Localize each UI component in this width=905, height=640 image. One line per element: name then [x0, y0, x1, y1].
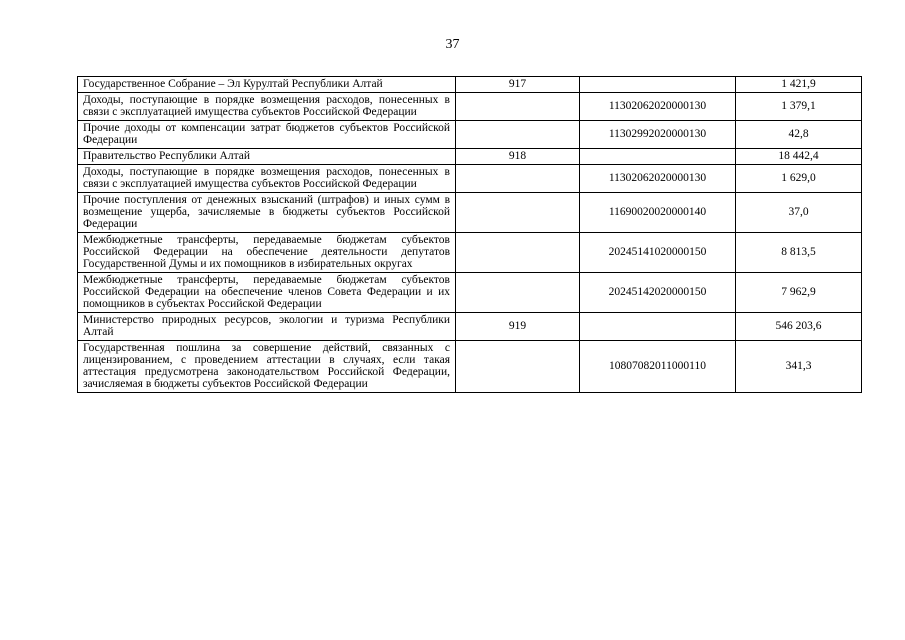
row-name: Министерство природных ресурсов, экологии и туризма Республики Алтай: [78, 313, 456, 341]
row-name: Межбюджетные трансферты, передаваемые бюджетам субъектов Российской Федерации на обеспечение членов Совета Федерации и их помощников в субъектах Российской Федерации: [78, 273, 456, 313]
row-admin-code: 919: [456, 313, 580, 341]
row-name: Прочие поступления от денежных взысканий (штрафов) и иных сумм в возмещение ущерба, зачисляемые в бюджеты субъектов Российской Федерации: [78, 193, 456, 233]
table-row: [78, 165, 862, 193]
table-row: [78, 149, 862, 165]
table-row: [78, 77, 862, 93]
row-name: Правительство Республики Алтай: [78, 149, 456, 165]
row-name: Государственное Собрание – Эл Курултай Республики Алтай: [78, 77, 456, 93]
row-revenue-code: 11302062020000130: [580, 93, 736, 121]
row-name: Доходы, поступающие в порядке возмещения расходов, понесенных в связи с эксплуатацией имущества субъектов Российской Федерации: [78, 165, 456, 193]
table-row: [78, 273, 862, 313]
row-amount: 1 629,0: [736, 165, 862, 193]
revenue-table: [77, 76, 862, 393]
row-admin-code: [456, 93, 580, 121]
row-amount: 42,8: [736, 121, 862, 149]
table-row: [78, 93, 862, 121]
row-revenue-code: 11302992020000130: [580, 121, 736, 149]
row-amount: 341,3: [736, 341, 862, 393]
table-row: [78, 233, 862, 273]
row-amount: 18 442,4: [736, 149, 862, 165]
row-amount: 1 421,9: [736, 77, 862, 93]
table-row: [78, 193, 862, 233]
row-amount: 1 379,1: [736, 93, 862, 121]
row-admin-code: [456, 273, 580, 313]
row-revenue-code: [580, 149, 736, 165]
row-admin-code: 918: [456, 149, 580, 165]
row-admin-code: [456, 121, 580, 149]
row-admin-code: [456, 165, 580, 193]
row-revenue-code: 11690020020000140: [580, 193, 736, 233]
table-row: [78, 313, 862, 341]
page-number: 37: [445, 37, 460, 52]
row-admin-code: 917: [456, 77, 580, 93]
row-revenue-code: [580, 77, 736, 93]
row-amount: 37,0: [736, 193, 862, 233]
row-revenue-code: 10807082011000110: [580, 341, 736, 393]
row-amount: 8 813,5: [736, 233, 862, 273]
row-admin-code: [456, 193, 580, 233]
row-name: Межбюджетные трансферты, передаваемые бюджетам субъектов Российской Федерации на обеспечение деятельности депутатов Государственной Думы и их помощников в избирательных округах: [78, 233, 456, 273]
row-revenue-code: [580, 313, 736, 341]
row-amount: 546 203,6: [736, 313, 862, 341]
table-row: [78, 121, 862, 149]
row-revenue-code: 11302062020000130: [580, 165, 736, 193]
row-revenue-code: 20245141020000150: [580, 233, 736, 273]
row-name: Государственная пошлина за совершение действий, связанных с лицензированием, с проведением аттестации в случаях, если такая аттестация предусмотрена законодательством Российской Федерации, зачисляемая в бюджеты субъектов Российской Федерации: [78, 341, 456, 393]
row-revenue-code: 20245142020000150: [580, 273, 736, 313]
row-amount: 7 962,9: [736, 273, 862, 313]
row-name: Доходы, поступающие в порядке возмещения расходов, понесенных в связи с эксплуатацией имущества субъектов Российской Федерации: [78, 93, 456, 121]
row-admin-code: [456, 341, 580, 393]
row-admin-code: [456, 233, 580, 273]
table-row: [78, 341, 862, 393]
row-name: Прочие доходы от компенсации затрат бюджетов субъектов Российской Федерации: [78, 121, 456, 149]
